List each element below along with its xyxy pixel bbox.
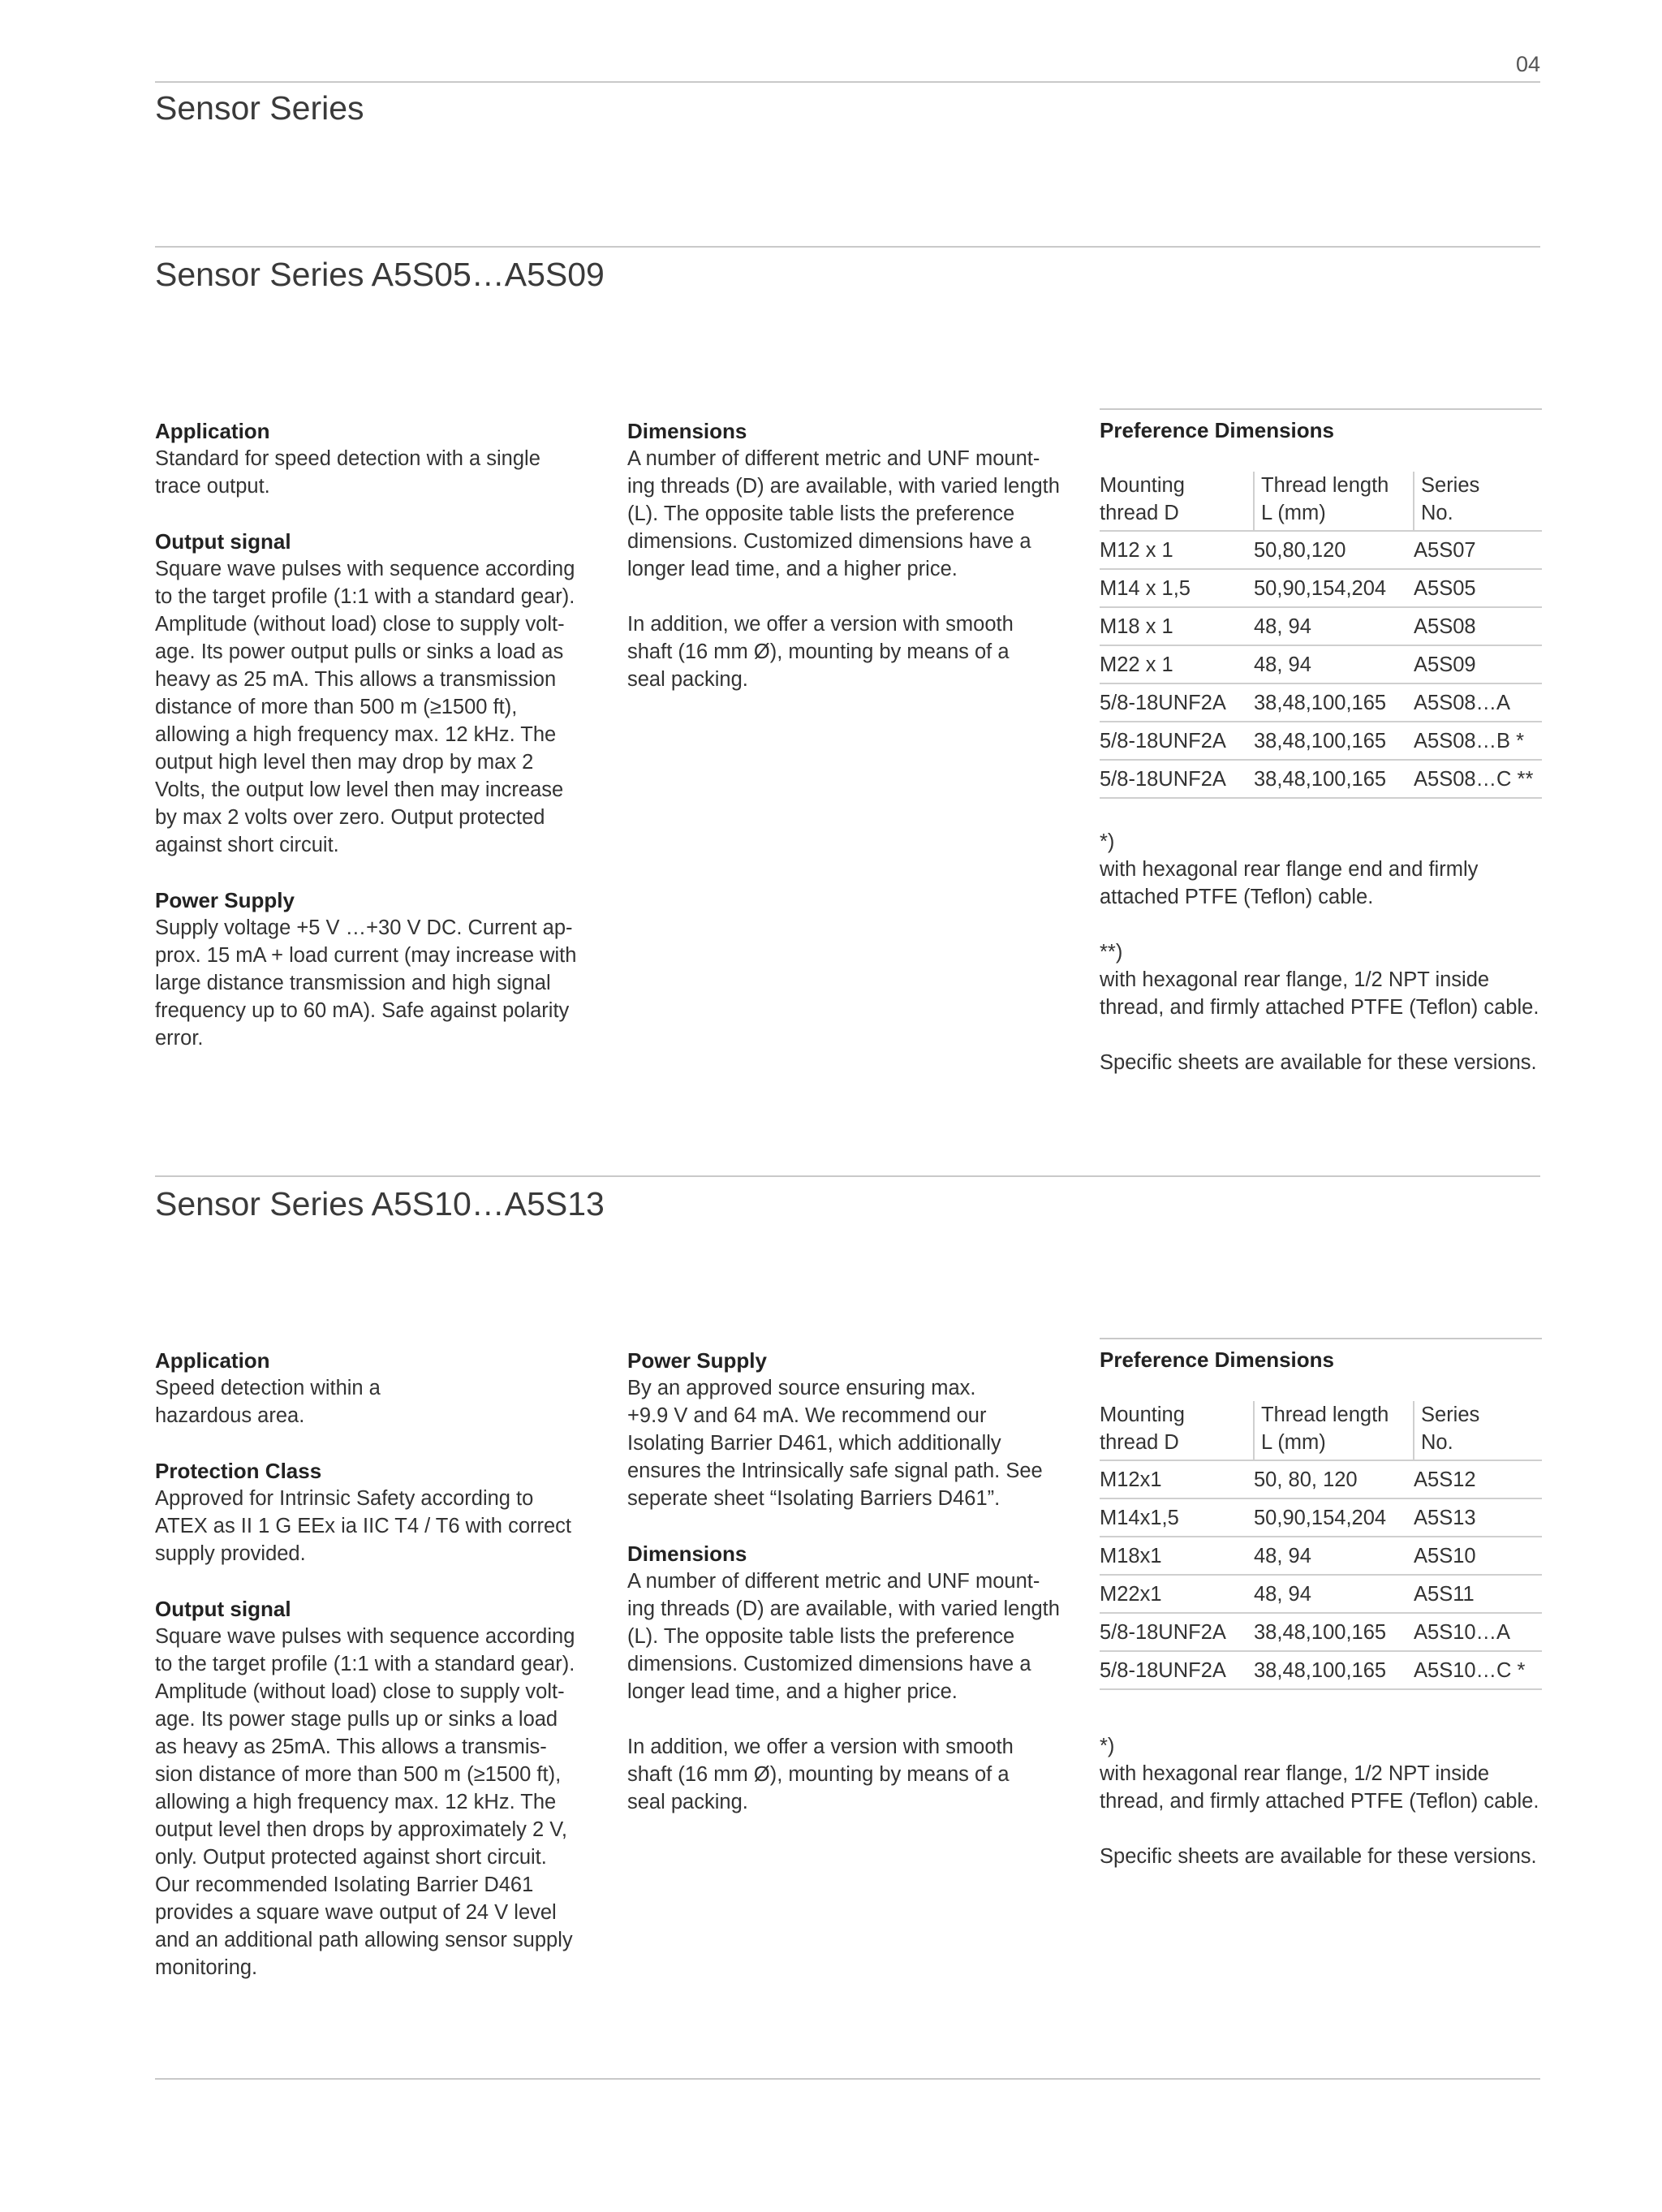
header-mounting-thread: Mounting thread D [1100,472,1254,531]
protection-class-block [155,1457,609,1567]
table-row [1100,722,1542,760]
smooth-shaft-text: In addition, we offer a version with smooth shaft (16 mm Ø), mounting by means of a seal packing. [627,1736,1014,1813]
table-row [1100,1460,1542,1498]
section-2-preference [1100,1338,1542,1898]
table-row [1100,1651,1542,1689]
application-text: Standard for speed detection with a single trace output. [155,447,540,498]
section-1-rule [155,246,1540,248]
cell-length: 48, 94 [1254,645,1414,683]
header-thread-length: Thread length L (mm) [1254,1401,1414,1460]
application-block [155,1347,609,1429]
cell-thread: 5/8-18UNF2A [1100,1651,1254,1689]
table-row [1100,1537,1542,1575]
dimensions-text: A number of different metric and UNF mount- ing threads (D) are available, with varied length (L). The opposite table lists the preference dimensions. Customized dimensions have a longer lead time, and a higher price. [627,1570,1060,1703]
cell-length: 50,90,154,204 [1254,1498,1414,1537]
table-row [1100,760,1542,798]
table-row [1100,1613,1542,1651]
footer-rule [155,2078,1540,2080]
footnote-double-star: **) with hexagonal rear flange, 1/2 NPT inside thread, and firmly attached PTFE (Teflon) cable. [1100,941,1539,1019]
header-series-no: Series No. [1414,1401,1542,1460]
preference-table [1100,472,1542,799]
header-mounting-thread: Mounting thread D [1100,1401,1254,1460]
table-row [1100,683,1542,722]
footnote-single-star: *) with hexagonal rear flange end and firmly attached PTFE (Teflon) cable. [1100,830,1479,908]
table-row [1100,531,1542,569]
power-supply-text: Supply voltage +5 V …+30 V DC. Current ap- prox. 15 mA + load current (may increase with large distance transmission and high signal frequency up to 60 mA). Safe against polarity error. [155,916,577,1050]
cell-length: 48, 94 [1254,607,1414,645]
output-signal-text: Square wave pulses with sequence according to the target profile (1:1 with a standard gear). Amplitude (without load) close to supply volt- age. Its power stage pulls up or sinks a load as heavy as 25mA. This allows a transmis- sion distance of more than 500 m (≥1500 ft), allowing a high frequency max. 12 kHz. The output level then drops by approximately 2 V, only. Output protected against short circuit. Our recommended Isolating Barrier D461 provides a square wave output of 24 V level and an additional path allowing sensor supply monitoring. [155,1625,575,1979]
cell-series: A5S08…A [1414,683,1542,722]
section-1-preference [1100,408,1542,1104]
page-title: Sensor Series [155,89,364,127]
table-row [1100,1498,1542,1537]
cell-length: 50,80,120 [1254,531,1414,569]
section-2-rule [155,1175,1540,1177]
section-2-title: Sensor Series A5S10…A5S13 [155,1185,605,1222]
smooth-shaft-block [627,1733,1082,1816]
section-1-col-2 [627,417,1082,721]
cell-series: A5S08…C ** [1414,760,1542,798]
cell-series: A5S10 [1414,1537,1542,1575]
cell-thread: M12 x 1 [1100,531,1254,569]
application-heading: Application [155,1348,270,1373]
cell-series: A5S08 [1414,607,1542,645]
smooth-shaft-block [627,610,1082,693]
cell-thread: M22 x 1 [1100,645,1254,683]
preference-notes [1100,828,1542,1076]
application-text: Speed detection within a hazardous area. [155,1377,381,1427]
smooth-shaft-text: In addition, we offer a version with smooth shaft (16 mm Ø), mounting by means of a seal packing. [627,613,1014,691]
power-supply-block [627,1347,1082,1512]
protection-class-text: Approved for Intrinsic Safety according to ATEX as II 1 G EEx ia IIC T4 / T6 with correct supply provided. [155,1487,572,1565]
preference-rule [1100,1338,1542,1339]
dimensions-block [627,1540,1082,1705]
cell-series: A5S13 [1414,1498,1542,1537]
cell-thread: M14x1,5 [1100,1498,1254,1537]
footnote-single-star: *) with hexagonal rear flange, 1/2 NPT inside thread, and firmly attached PTFE (Teflon) cable. [1100,1735,1539,1813]
cell-thread: M14 x 1,5 [1100,569,1254,607]
preference-title: Preference Dimensions [1100,418,1335,442]
cell-series: A5S07 [1414,531,1542,569]
cell-thread: 5/8-18UNF2A [1100,683,1254,722]
dimensions-heading: Dimensions [627,419,747,443]
header-thread-length: Thread length L (mm) [1254,472,1414,531]
cell-length: 48, 94 [1254,1575,1414,1613]
section-1-col-1 [155,417,609,1080]
preference-table [1100,1401,1542,1690]
cell-thread: M18x1 [1100,1537,1254,1575]
power-supply-heading: Power Supply [627,1348,767,1373]
application-block [155,417,609,500]
cell-length: 48, 94 [1254,1537,1414,1575]
dimensions-heading: Dimensions [627,1542,747,1566]
power-supply-text: By an approved source ensuring max. +9.9 V and 64 mA. We recommend our Isolating Barrier D461, which additionally ensures the Intrinsically safe signal path. See seperate sheet “Isolating Barriers D461”. [627,1377,1043,1510]
dimensions-block [627,417,1082,583]
cell-length: 38,48,100,165 [1254,1651,1414,1689]
dimensions-text: A number of different metric and UNF mount- ing threads (D) are available, with varied length (L). The opposite table lists the preference dimensions. Customized dimensions have a longer lead time, and a higher price. [627,447,1060,580]
cell-thread: 5/8-18UNF2A [1100,760,1254,798]
cell-series: A5S12 [1414,1460,1542,1498]
cell-series: A5S10…C * [1414,1651,1542,1689]
table-row [1100,607,1542,645]
cell-length: 38,48,100,165 [1254,683,1414,722]
preference-notes [1100,1732,1542,1870]
table-row [1100,1575,1542,1613]
specific-sheets-note: Specific sheets are available for these versions. [1100,1051,1537,1074]
cell-length: 38,48,100,165 [1254,722,1414,760]
table-header-row [1100,1401,1542,1460]
section-1-title: Sensor Series A5S05…A5S09 [155,256,605,293]
table-row [1100,645,1542,683]
cell-thread: 5/8-18UNF2A [1100,722,1254,760]
output-signal-heading: Output signal [155,529,291,554]
section-2-col-1 [155,1347,609,2009]
cell-series: A5S11 [1414,1575,1542,1613]
cell-thread: M12x1 [1100,1460,1254,1498]
power-supply-block [155,886,609,1052]
cell-thread: M22x1 [1100,1575,1254,1613]
cell-series: A5S05 [1414,569,1542,607]
output-signal-text: Square wave pulses with sequence according to the target profile (1:1 with a standard gear). Amplitude (without load) close to supply volt- age. Its power output pulls or sinks a load as heavy as 25 mA. This allows a transmission distance of more than 500 m (≥1500 ft), allowing a high frequency max. 12 kHz. The output high level then may drop by max 2 Volts, the output low level then may increase by max 2 volts over zero. Output protected against short circuit. [155,558,575,856]
table-row [1100,569,1542,607]
cell-series: A5S10…A [1414,1613,1542,1651]
page-number: 04 [1515,52,1540,76]
preference-rule [1100,408,1542,410]
application-heading: Application [155,419,270,443]
header-rule [155,81,1540,83]
specific-sheets-note: Specific sheets are available for these versions. [1100,1845,1537,1868]
cell-length: 50, 80, 120 [1254,1460,1414,1498]
preference-title: Preference Dimensions [1100,1347,1335,1372]
section-2-col-2 [627,1347,1082,1843]
protection-class-heading: Protection Class [155,1459,322,1483]
cell-series: A5S08…B * [1414,722,1542,760]
output-signal-block [155,528,609,859]
power-supply-heading: Power Supply [155,888,295,912]
cell-length: 50,90,154,204 [1254,569,1414,607]
table-header-row [1100,472,1542,531]
cell-length: 38,48,100,165 [1254,1613,1414,1651]
header-series-no: Series No. [1414,472,1542,531]
cell-thread: 5/8-18UNF2A [1100,1613,1254,1651]
cell-series: A5S09 [1414,645,1542,683]
output-signal-heading: Output signal [155,1597,291,1621]
cell-thread: M18 x 1 [1100,607,1254,645]
cell-length: 38,48,100,165 [1254,760,1414,798]
output-signal-block [155,1595,609,1981]
